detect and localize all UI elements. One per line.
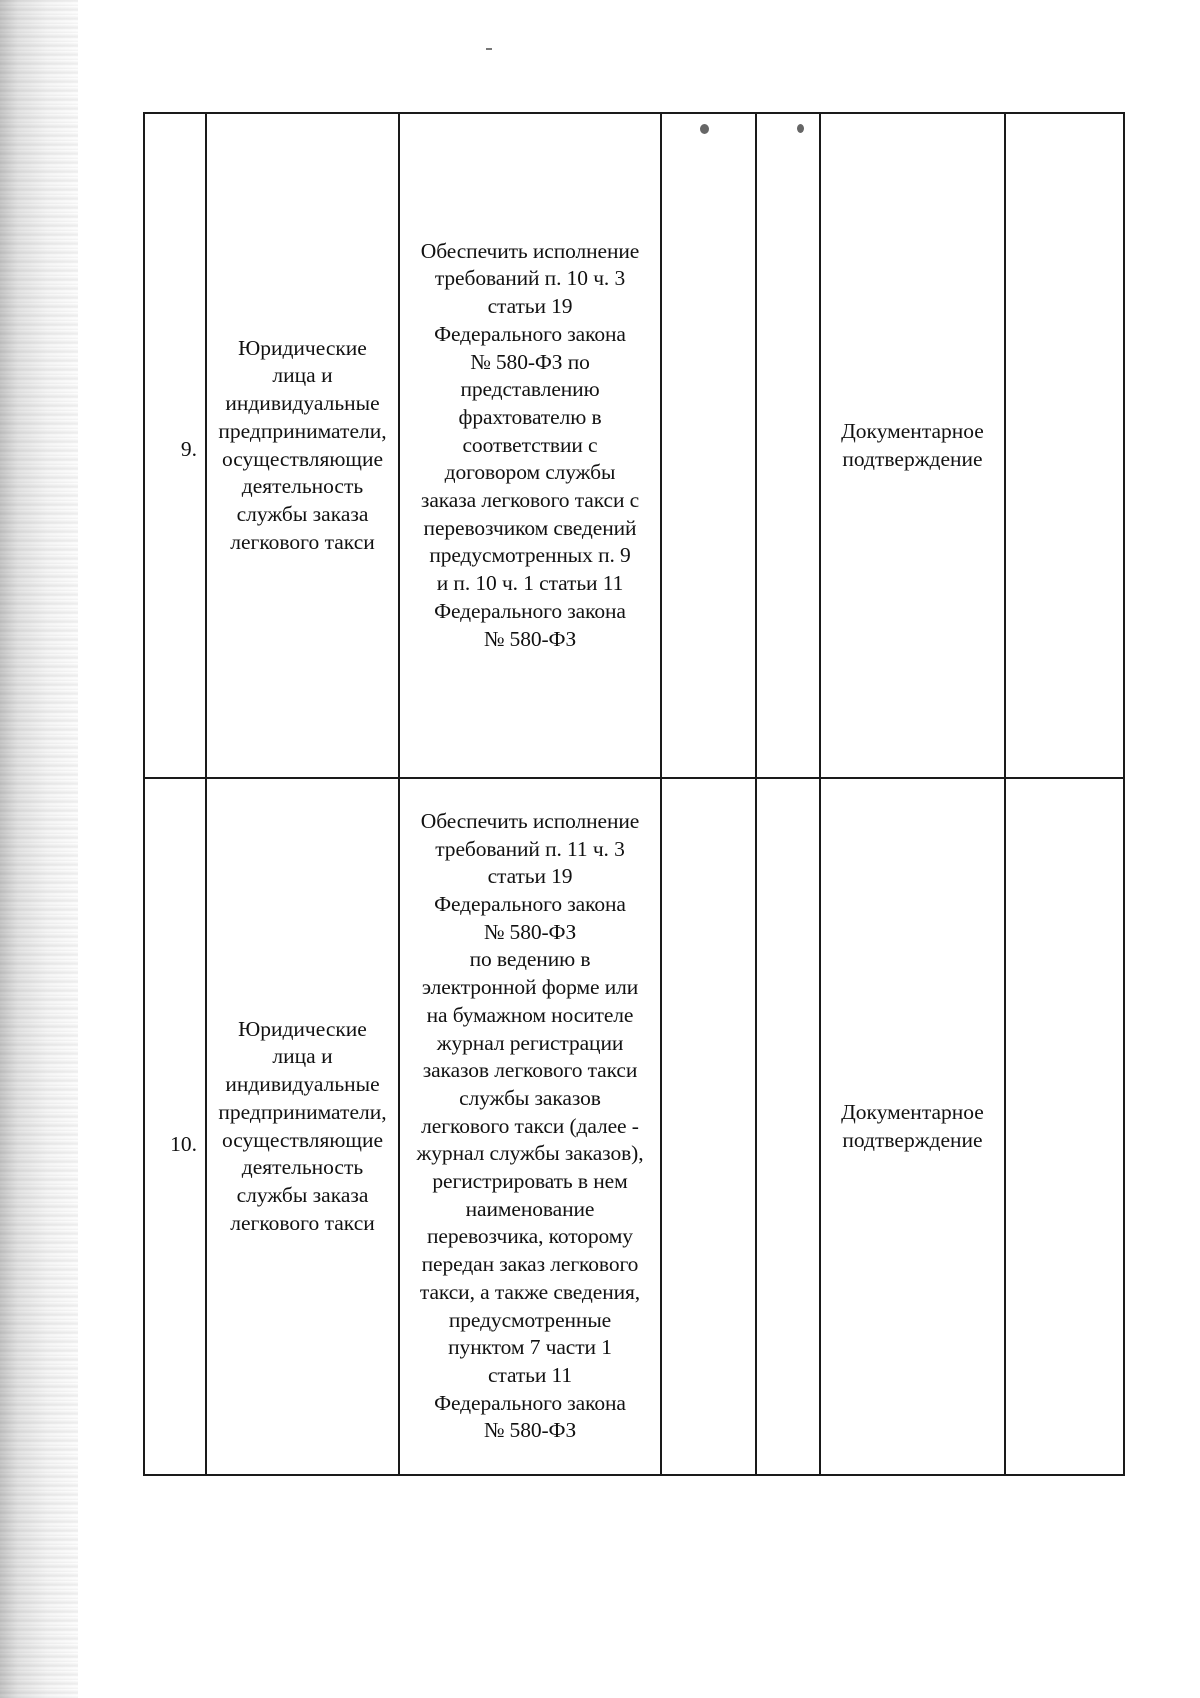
scan-speck [700,124,709,134]
requirement-cell: Обеспечить исполнение требований п. 11 ч. 3 статьи 19 Федерального закона № 580-ФЗ по ведению в электронной форме или на бумажном носителе журнал регистрации заказов легкового такси службы заказов легкового такси (далее - журнал службы заказов), регистрировать в нем наименование перевозчика, которому передан заказ легкового такси, а также сведения, предусмотренные пунктом 7 части 1 статьи 11 Федерального закона № 580-ФЗ [399,778,661,1475]
confirmation-cell: Документарное подтверждение [820,778,1005,1475]
table-row [144,778,1124,1475]
requirement-cell: Обеспечить исполнение требований п. 10 ч. 3 статьи 19 Федерального закона № 580-ФЗ по представлению фрахтователю в соответствии с договором службы заказа легкового такси с перевозчиком сведений предусмотренных п. 9 и п. 10 ч. 1 статьи 11 Федерального закона № 580-ФЗ [399,113,661,778]
empty-cell-col7 [1005,778,1124,1475]
empty-cell-col4 [661,113,756,778]
empty-cell-col4 [661,778,756,1475]
empty-cell-col7 [1005,113,1124,778]
scan-mark [486,48,492,50]
subject-cell: Юридические лица и индивидуальные предприниматели, осуществляющие деятельность службы заказа легкового такси [206,113,399,778]
row-number: 10. [144,778,206,1475]
scan-speck [797,124,804,133]
subject-cell: Юридические лица и индивидуальные предприниматели, осуществляющие деятельность службы заказа легкового такси [206,778,399,1475]
confirmation-cell: Документарное подтверждение [820,113,1005,778]
scan-edge-shadow [0,0,78,1698]
row-number: 9. [144,113,206,778]
empty-cell-col5 [756,778,820,1475]
empty-cell-col5 [756,113,820,778]
requirements-table [143,112,1125,1476]
table-row [144,113,1124,778]
